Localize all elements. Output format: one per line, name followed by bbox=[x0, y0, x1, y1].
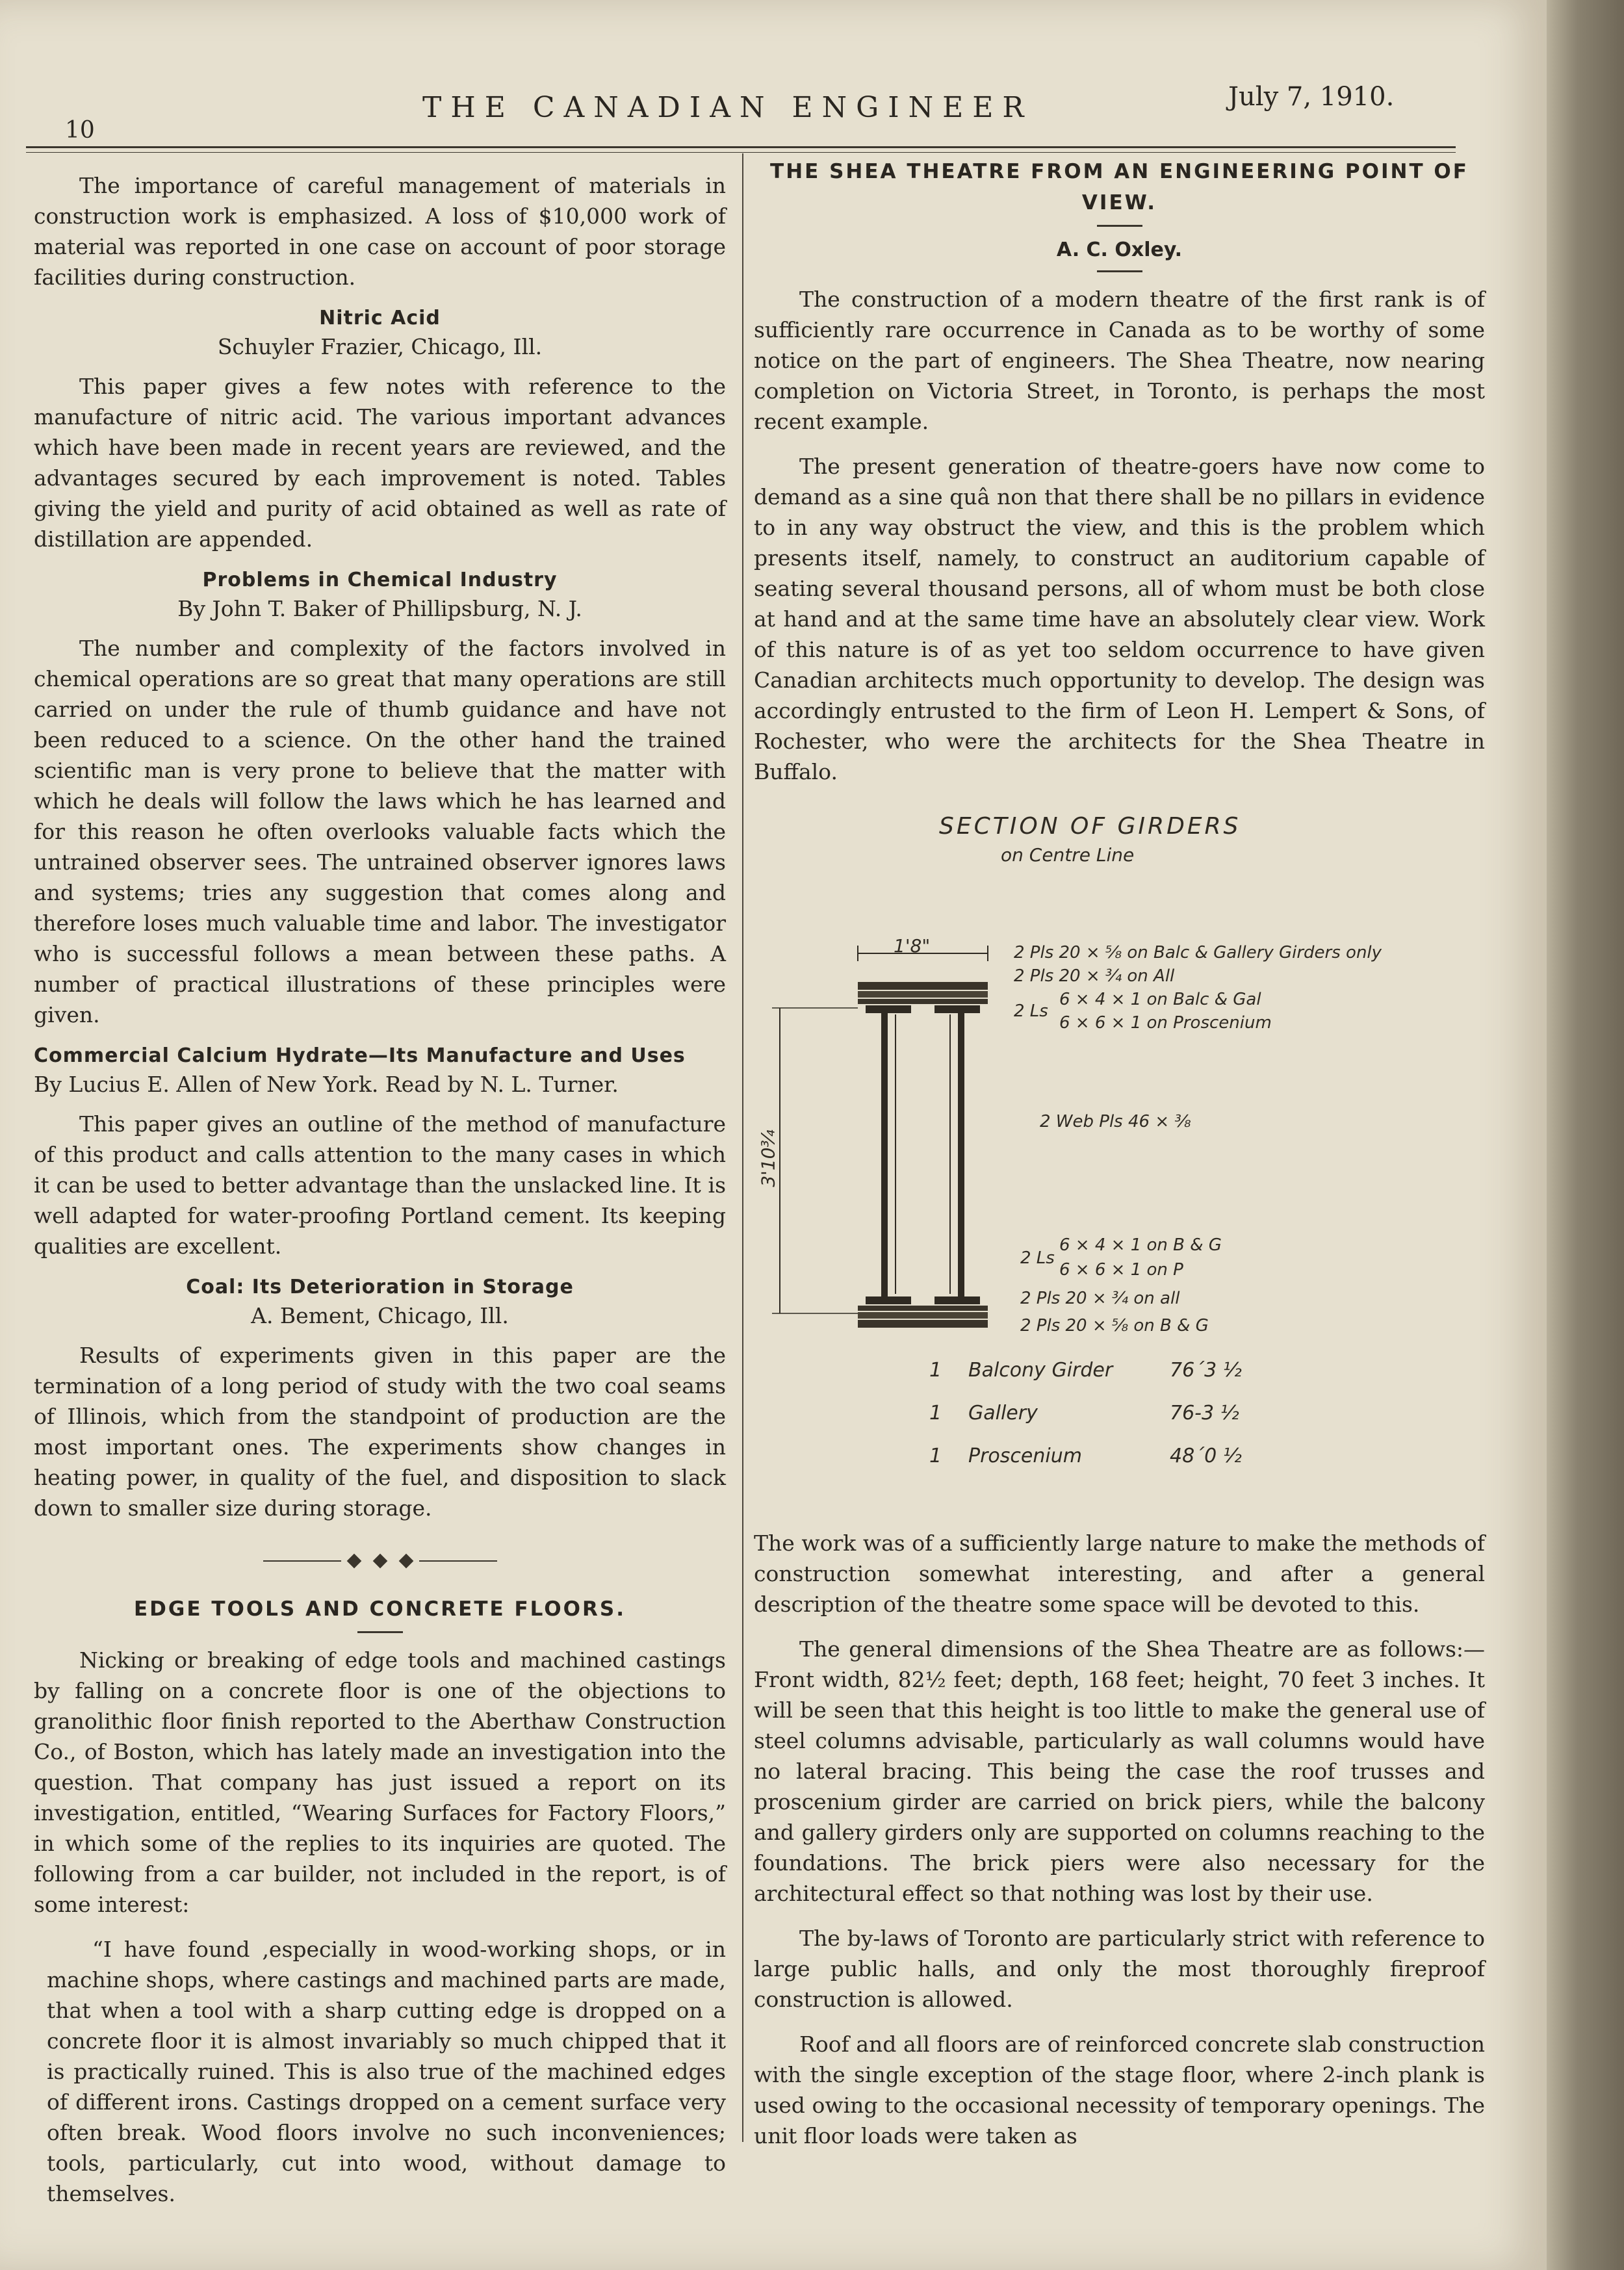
calcium-body: This paper gives an outline of the method of manufacture of this product and calls attention to the many cases in which it can be used to better advantage than the unslacked line. It is well adapted for water-proofing Portland cement. Its keeping qualities are excellent. bbox=[34, 1111, 726, 1259]
para-5: The by-laws of Toronto are particularly strict with reference to large public halls, and only the most thoroughly fireproof construction is allowed. bbox=[754, 1926, 1485, 2012]
page-header bbox=[58, 78, 1462, 149]
problems-byline: By John T. Baker of Phillipsburg, N. J. bbox=[177, 596, 582, 621]
figure-title: SECTION OF GIRDERS bbox=[939, 813, 1241, 840]
girder-1-name: Balcony Girder bbox=[968, 1359, 1113, 1382]
header-rule bbox=[26, 146, 1456, 148]
bottom-plate-note-1: 2 Pls 20 × ¾ on all bbox=[1020, 1289, 1180, 1308]
girder-1-count: 1 bbox=[929, 1359, 942, 1382]
page-number: 10 bbox=[65, 117, 95, 144]
calcium-heading: Commercial Calcium Hydrate—Its Manufacture and Uses bbox=[34, 1044, 686, 1067]
author-rule bbox=[1097, 270, 1142, 272]
problems-heading: Problems in Chemical Industry bbox=[202, 569, 558, 591]
title-rule bbox=[1097, 225, 1142, 227]
para-4: The general dimensions of the Shea Theatre are as follows:—Front width, 82½ feet; depth, 168 feet; height, 70 feet 3 inches. It will be seen that this height is too little to make the general use of steel columns advisable, particularly as wall columns would have no lateral bracing. This being the case the roof trusses and proscenium girder are carried on brick piers, while the balcony and gallery girders only are supported on columns reaching to the foundations. The brick piers were also necessary for the architectural effect so that nothing was lost by their use. bbox=[754, 1636, 1485, 1906]
problems-body: The number and complexity of the factors involved in chemical operations are so great that many operations are still carried on under the rule of thumb guidance and have not been reduced to a science. On the other hand the trained scientific man is very prone to believe that the matter with which he deals will follow the laws which he has learned and for this reason he often overlooks valuable facts which the untrained observer sees. The untrained observer ignores laws and systems; tries any suggestion that comes along and therefore loses much valuable time and labor. The investigator who is successful follows a mean between these paths. A number of practical illustrations of these principles were given. bbox=[34, 636, 726, 1027]
coal-body: Results of experiments given in this paper are the termination of a long period of study with the two coal seams of Illinois, which from the standpoint of production are the most important ones. The experiments show changes in heating power, in quality of the fuel, and disposition to slack down to smaller size during storage. bbox=[34, 1343, 726, 1521]
girder-1-length: 76´3 ½ bbox=[1170, 1359, 1242, 1382]
issue-date: July 7, 1910. bbox=[1228, 82, 1395, 112]
left-column bbox=[34, 170, 726, 2223]
column-divider bbox=[742, 153, 743, 2142]
page-binding-edge bbox=[1547, 0, 1624, 2270]
journal-title: THE CANADIAN ENGINEER bbox=[422, 91, 1033, 124]
top-plate-note-1: 2 Pls 20 × ⅝ on Balc & Gallery Girders only bbox=[1014, 943, 1382, 962]
bottom-angles-label: 2 Ls bbox=[1020, 1248, 1055, 1268]
calcium-byline: By Lucius E. Allen of New York. Read by N. L. Turner. bbox=[34, 1072, 619, 1097]
heading-rule bbox=[357, 1631, 403, 1633]
para-2: The present generation of theatre-goers have now come to demand as a sine quâ non that there shall be no pillars in evidence to in any way obstruct the view, and this is the problem which presents itself, namely, to construct an auditorium capable of seating several thousand persons, all of whom must be both close at hand and at the same time have an absolutely clear view. Work of this nature is of as yet too seldom occurrence to have given Canadian architects much opportunity to develop. The design was accordingly entrusted to the firm of Leon H. Lempert & Sons, of Rochester, who were the architects for the Shea Theatre in Buffalo. bbox=[754, 454, 1485, 784]
right-column bbox=[754, 149, 1485, 2165]
article-author: A. C. Oxley. bbox=[1056, 239, 1183, 261]
figure-subtitle: on Centre Line bbox=[1001, 844, 1135, 866]
section-ornament bbox=[263, 1554, 497, 1567]
intro-paragraph: The importance of careful management of materials in construction work is emphasized. A loss of $10,000 work of material was reported in one case on account of poor storage facilities during construction. bbox=[34, 173, 726, 290]
article-title: THE SHEA THEATRE FROM AN ENGINEERING POINT OF VIEW. bbox=[770, 160, 1469, 214]
nitric-body: This paper gives a few notes with reference to the manufacture of nitric acid. The various important advances which have been made in recent years are reviewed, and the advantages secured by each improvement is noted. Tables giving the yield and purity of acid obtained as well as rate of distillation are appended. bbox=[34, 374, 726, 552]
top-angle-note-1: 6 × 4 × 1 on Balc & Gal bbox=[1059, 990, 1261, 1009]
para-1: The construction of a modern theatre of the first rank is of sufficiently rare occurrence in Canada as to be worthy of some notice on the part of engineers. The Shea Theatre, now nearing completion on Victoria Street, in Toronto, is perhaps the most recent example. bbox=[754, 287, 1485, 434]
coal-heading: Coal: Its Deterioration in Storage bbox=[186, 1276, 574, 1298]
width-dimension: 1'8" bbox=[894, 935, 931, 957]
nitric-byline: Schuyler Frazier, Chicago, Ill. bbox=[217, 334, 543, 359]
girder-3-name: Proscenium bbox=[968, 1445, 1082, 1467]
para-3: The work was of a sufficiently large nature to make the methods of construction somewhat interesting, and after a general description of the theatre some space will be devoted to this. bbox=[754, 1530, 1485, 1617]
girder-2-count: 1 bbox=[929, 1402, 942, 1425]
height-dimension: 3'10¾ bbox=[757, 1129, 779, 1187]
web-plate-note: 2 Web Pls 46 × ⅜ bbox=[1040, 1112, 1191, 1131]
bottom-plate-note-2: 2 Pls 20 × ⅝ on B & G bbox=[1020, 1316, 1209, 1335]
top-angle-note-2: 6 × 6 × 1 on Proscenium bbox=[1059, 1013, 1272, 1033]
girder-section-figure bbox=[754, 813, 1485, 1508]
edge-tools-heading: EDGE TOOLS AND CONCRETE FLOORS. bbox=[134, 1597, 626, 1621]
bottom-angle-note-2: 6 × 6 × 1 on P bbox=[1059, 1260, 1183, 1280]
girder-2-length: 76-3 ½ bbox=[1170, 1402, 1239, 1425]
nitric-heading: Nitric Acid bbox=[319, 307, 441, 329]
girder-3-count: 1 bbox=[929, 1445, 942, 1467]
girder-3-length: 48´0 ½ bbox=[1170, 1445, 1242, 1467]
edge-tools-body: Nicking or breaking of edge tools and machined castings by falling on a concrete floor is one of the objections to granolithic floor finish reported to the Aberthaw Construction Co., of Boston, which has lately made an investigation into the question. That company has just issued a report on its investigation, entitled, “Wearing Surfaces for Factory Floors,” in which some of the replies to its inquiries are quoted. The following from a car builder, not included in the report, is of some interest: bbox=[34, 1647, 726, 1917]
top-angles-label: 2 Ls bbox=[1014, 1001, 1048, 1021]
bottom-angle-note-1: 6 × 4 × 1 on B & G bbox=[1059, 1235, 1222, 1255]
girder-2-name: Gallery bbox=[968, 1402, 1038, 1425]
edge-tools-quote: “I have found ,especially in wood-working shops, or in machine shops, where castings and machined parts are made, that when a tool with a sharp cutting edge is dropped on a concrete floor it is almost invariably so much chipped that it is practically ruined. This is also true of the machined edges of different irons. Castings dropped on a cement surface very often break. Wood floors involve no such inconveniences; tools, particularly, cut into wood, without damage to themselves. bbox=[47, 1937, 726, 2206]
para-6: Roof and all floors are of reinforced concrete slab construction with the single exception of the stage floor, where 2-inch plank is used owing to the occasional necessity of temporary openings. The unit floor loads were taken as bbox=[754, 2031, 1485, 2148]
coal-byline: A. Bement, Chicago, Ill. bbox=[251, 1303, 509, 1328]
top-plate-note-2: 2 Pls 20 × ¾ on All bbox=[1014, 966, 1175, 986]
